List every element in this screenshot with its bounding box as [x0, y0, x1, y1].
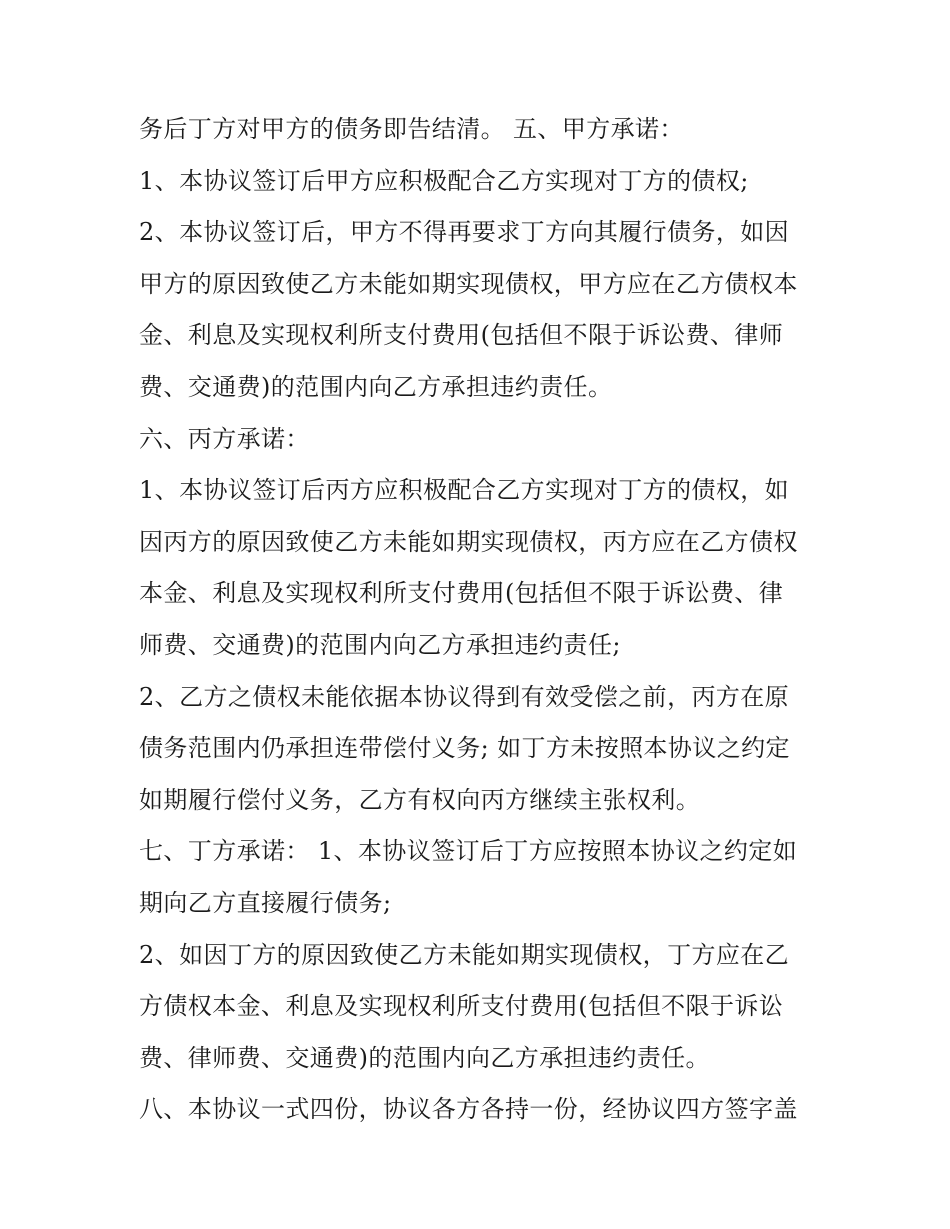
text-line: 1、本协议签订后甲方应积极配合乙方实现对丁方的债权;: [139, 166, 749, 195]
text-line: 因丙方的原因致使乙方未能如期实现债权，丙方应在乙方债权: [139, 527, 798, 556]
text-line: 本金、利息及实现权利所支付费用(包括但不限于诉讼费、律: [139, 579, 784, 608]
text-line: 甲方的原因致使乙方未能如期实现债权，甲方应在乙方债权本: [139, 269, 798, 298]
text-line: 期向乙方直接履行债务;: [139, 888, 392, 917]
text-line: 务后丁方对甲方的债务即告结清。 五、甲方承诺：: [139, 115, 684, 143]
text-line: 2、乙方之债权未能依据本协议得到有效受偿之前，丙方在原: [139, 682, 790, 711]
text-line: 费、律师费、交通费)的范围内向乙方承担违约责任。: [139, 1043, 710, 1072]
section-heading: 七、丁方承诺： 1、本协议签订后丁方应按照本协议之约定如: [139, 837, 798, 866]
text-line: 2、本协议签订后，甲方不得再要求丁方向其履行债务，如因: [139, 218, 790, 247]
text-line: 师费、交通费)的范围内向乙方承担违约责任;: [139, 630, 621, 659]
text-line: 方债权本金、利息及实现权利所支付费用(包括但不限于诉讼: [139, 992, 784, 1021]
document-body: [139, 104, 819, 1136]
text-line: 费、交通费)的范围内向乙方承担违约责任。: [139, 372, 613, 401]
text-line: 如期履行偿付义务，乙方有权向丙方继续主张权利。: [139, 785, 701, 814]
text-line: 金、利息及实现权利所支付费用(包括但不限于诉讼费、律师: [139, 321, 784, 350]
text-line: 2、如因丁方的原因致使乙方未能如期实现债权，丁方应在乙: [139, 940, 790, 969]
section-heading: 六、丙方承诺：: [139, 424, 310, 453]
text-line: 1、本协议签订后丙方应积极配合乙方实现对丁方的债权，如: [139, 476, 790, 505]
text-line: 债务范围内仍承担连带偿付义务; 如丁方未按照本协议之约定: [139, 734, 790, 763]
section-heading: 八、本协议一式四份，协议各方各持一份，经协议四方签字盖: [139, 1095, 798, 1124]
